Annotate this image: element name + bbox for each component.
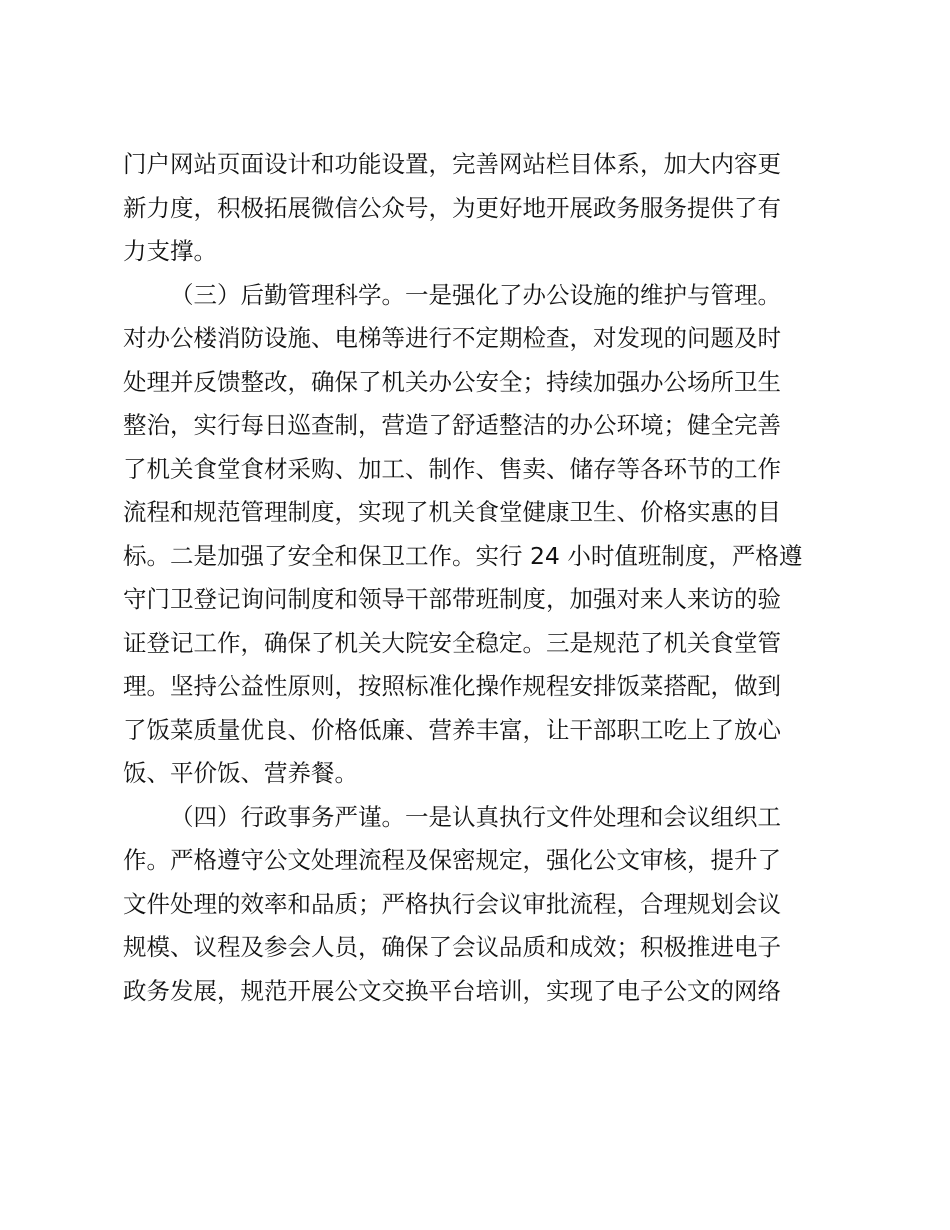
text-line: 门户网站页面设计和功能设置，完善网站栏目体系，加大内容更 bbox=[123, 150, 781, 178]
text-line: 对办公楼消防设施、电梯等进行不定期检查，对发现的问题及时 bbox=[123, 324, 781, 352]
text-line: 理。坚持公益性原则，按照标准化操作规程安排饭菜搭配，做到 bbox=[123, 672, 781, 700]
text-line: 饭、平价饭、营养餐。 bbox=[123, 759, 358, 787]
text-line: 证登记工作，确保了机关大院安全稳定。三是规范了机关食堂管 bbox=[123, 628, 781, 657]
text-line: 标。二是加强了安全和保卫工作。实行 24 小时值班制度，严格遵 bbox=[123, 541, 803, 570]
text-line: 规模、议程及参会人员，确保了会议品质和成效；积极推进电子 bbox=[123, 933, 781, 961]
text-line: 力支撑。 bbox=[123, 237, 217, 265]
text-line: 了饭菜质量优良、价格低廉、营养丰富，让干部职工吃上了放心 bbox=[123, 715, 781, 744]
text-line: 整治，实行每日巡查制，营造了舒适整洁的办公环境；健全完善 bbox=[123, 411, 781, 439]
text-line: 文件处理的效率和品质；严格执行会议审批流程，合理规划会议 bbox=[123, 889, 781, 918]
text-line: 政务发展，规范开展公文交换平台培训，实现了电子公文的网络 bbox=[123, 976, 781, 1005]
text-line: 了机关食堂食材采购、加工、制作、售卖、储存等各环节的工作 bbox=[123, 454, 781, 483]
text-line: 处理并反馈整改，确保了机关办公安全；持续加强办公场所卫生 bbox=[123, 367, 781, 396]
section-heading-line: （三）后勤管理科学。一是强化了办公设施的维护与管理。 bbox=[170, 280, 781, 309]
body-text bbox=[123, 143, 833, 1013]
text-line: 新力度，积极拓展微信公众号，为更好地开展政务服务提供了有 bbox=[123, 193, 781, 222]
text-line: 守门卫登记询问制度和领导干部带班制度，加强对来人来访的验 bbox=[123, 585, 781, 613]
text-line: 流程和规范管理制度，实现了机关食堂健康卫生、价格实惠的目 bbox=[123, 498, 781, 526]
text-line: 作。严格遵守公文处理流程及保密规定，强化公文审核，提升了 bbox=[123, 846, 781, 874]
section-heading-line: （四）行政事务严谨。一是认真执行文件处理和会议组织工 bbox=[170, 802, 781, 831]
